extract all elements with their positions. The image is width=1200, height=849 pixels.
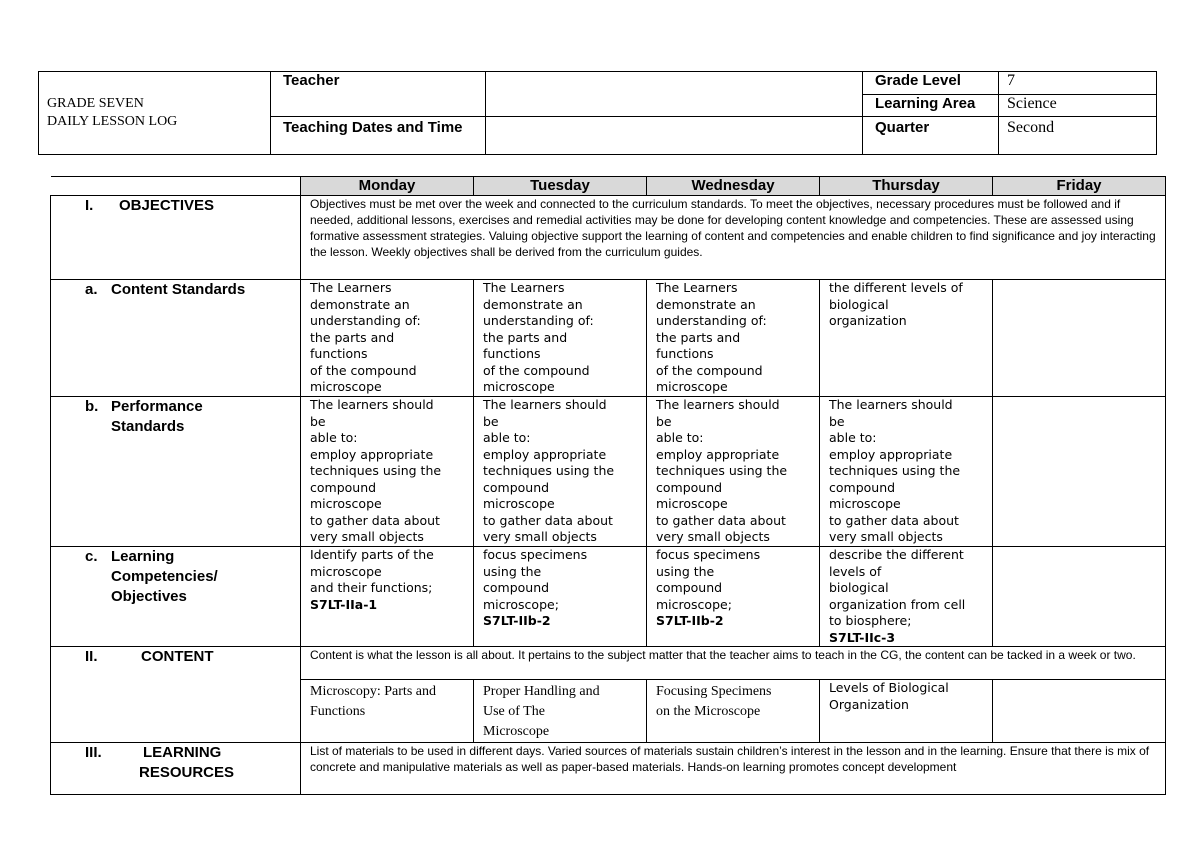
competency-text: focus specimens using the compound microscope; xyxy=(656,547,761,612)
section-title-line-1: Learning xyxy=(111,548,175,565)
performance-standards-label xyxy=(51,397,301,547)
objectives-text: Objectives must be met over the week and connected to the curriculum standards. To meet the objectives, necessary procedures must be followed and if needed, additional lessons, exercises and remedial activities may be done for developing content knowledge and competencies. These are assessed using formative assessment strategies. Valuing objective support the learning of content and competencies and enable children to find significance and joy interacting the lesson. Weekly objectives shall be derived from the curriculum guides. xyxy=(301,196,1166,280)
performance-standard-tuesday: The learners should be able to: employ appropriate techniques using the compound microscope to gather data about very small objects xyxy=(474,397,647,547)
competency-code: S7LT-IIa-1 xyxy=(310,596,378,612)
section-title-line-2: RESOURCES xyxy=(139,764,235,781)
performance-standards-row xyxy=(51,397,1166,547)
section-title: CONTENT xyxy=(141,648,214,665)
teacher-label: Teacher xyxy=(271,72,486,117)
section-number: c. xyxy=(85,548,98,565)
day-header-thursday: Thursday xyxy=(820,177,993,196)
section-number: b. xyxy=(85,398,99,415)
day-header-tuesday: Tuesday xyxy=(474,177,647,196)
competency-monday xyxy=(301,547,474,647)
content-standard-thursday: the different levels of biological organization xyxy=(820,280,993,397)
competencies-label xyxy=(51,547,301,647)
content-topic-thursday: Levels of Biological Organization xyxy=(820,680,993,743)
competency-text: focus specimens using the compound microscope; xyxy=(483,547,588,612)
performance-standard-friday xyxy=(993,397,1166,547)
content-standard-friday xyxy=(993,280,1166,397)
section-number: III. xyxy=(85,744,102,761)
content-standards-row xyxy=(51,280,1166,397)
section-title-line-1: LEARNING xyxy=(143,744,222,761)
quarter-value[interactable]: Second xyxy=(999,117,1157,155)
content-topic-friday xyxy=(993,680,1166,743)
teaching-dates-field[interactable] xyxy=(486,117,863,155)
competency-text: Identify parts of the microscope and their functions; xyxy=(310,547,434,595)
teaching-dates-label: Teaching Dates and Time xyxy=(271,117,486,155)
section-number: a. xyxy=(85,281,98,298)
section-number: II. xyxy=(85,648,98,665)
learning-area-value[interactable]: Science xyxy=(999,95,1157,117)
performance-standard-wednesday: The learners should be able to: employ appropriate techniques using the compound microscope to gather data about very small objects xyxy=(647,397,820,547)
competency-code: S7LT-IIb-2 xyxy=(656,613,724,628)
teacher-field[interactable] xyxy=(486,72,863,117)
content-label xyxy=(51,647,301,743)
log-title xyxy=(39,72,271,155)
competency-wednesday xyxy=(647,547,820,647)
section-title: OBJECTIVES xyxy=(119,197,215,214)
day-header-friday: Friday xyxy=(993,177,1166,196)
objectives-label xyxy=(51,196,301,280)
section-title-line-2: Competencies/ xyxy=(111,568,218,585)
competency-text: describe the different levels of biological organization from cell to biosphere; xyxy=(829,547,966,628)
learning-resources-text: List of materials to be used in different days. Varied sources of materials sustain children’s interest in the lesson and in the learning. Ensure that there is mix of concrete and manipulative materials as well as paper-based materials. Hands-on learning promotes concept development xyxy=(301,743,1166,795)
grade-level-value[interactable]: 7 xyxy=(999,72,1157,95)
corner-blank xyxy=(51,177,301,196)
content-standard-monday: The Learners demonstrate an understanding of: the parts and functions of the compound microscope xyxy=(301,280,474,397)
title-line-1: GRADE SEVEN xyxy=(47,96,144,111)
day-header-wednesday: Wednesday xyxy=(647,177,820,196)
header-table xyxy=(38,71,1157,155)
content-topic-wednesday: Focusing Specimens on the Microscope xyxy=(647,680,820,743)
competency-friday xyxy=(993,547,1166,647)
quarter-label: Quarter xyxy=(863,117,999,155)
content-row xyxy=(51,647,1166,680)
learning-area-label: Learning Area xyxy=(863,95,999,117)
performance-standard-monday: The learners should be able to: employ appropriate techniques using the compound microscope to gather data about very small objects xyxy=(301,397,474,547)
section-title-line-3: Objectives xyxy=(111,588,187,605)
competency-code: S7LT-IIc-3 xyxy=(829,629,896,645)
content-standard-tuesday: The Learners demonstrate an understanding of: the parts and functions of the compound microscope xyxy=(474,280,647,397)
content-topic-tuesday: Proper Handling and Use of The Microscope xyxy=(474,680,647,743)
learning-resources-label xyxy=(51,743,301,795)
section-title: Content Standards xyxy=(111,281,246,298)
content-standard-wednesday: The Learners demonstrate an understanding of: the parts and functions of the compound microscope xyxy=(647,280,820,397)
lesson-log-table xyxy=(50,176,1166,795)
competency-code: S7LT-IIb-2 xyxy=(483,613,551,628)
content-topic-monday: Microscopy: Parts and Functions xyxy=(301,680,474,743)
content-standards-label xyxy=(51,280,301,397)
learning-resources-row xyxy=(51,743,1166,795)
competency-thursday xyxy=(820,547,993,647)
content-text: Content is what the lesson is all about. It pertains to the subject matter that the teacher aims to teach in the CG, the content can be tacked in a week or two. xyxy=(301,647,1166,680)
section-title-line-1: Performance xyxy=(111,398,203,415)
performance-standard-thursday: The learners should be able to: employ appropriate techniques using the compound microscope to gather data about very small objects xyxy=(820,397,993,547)
competencies-row xyxy=(51,547,1166,647)
day-header-monday: Monday xyxy=(301,177,474,196)
competency-tuesday xyxy=(474,547,647,647)
section-number: I. xyxy=(85,197,94,214)
title-line-2: DAILY LESSON LOG xyxy=(47,114,178,129)
section-title-line-2: Standards xyxy=(111,418,185,435)
grade-level-label: Grade Level xyxy=(863,72,999,95)
objectives-row xyxy=(51,196,1166,280)
